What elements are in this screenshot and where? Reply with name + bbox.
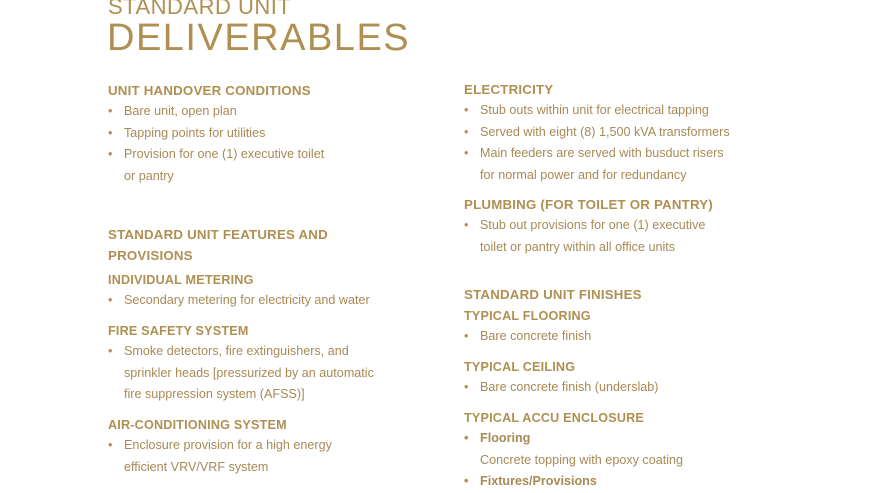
- list-item-continuation: toilet or pantry within all office units: [480, 239, 676, 254]
- list-item: • Stub out provisions for one (1) executive: [464, 215, 794, 237]
- list-item: • Bare unit, open plan: [108, 101, 438, 123]
- list-item: • Stub outs within unit for electrical tapping: [464, 100, 794, 122]
- aircon-list: [108, 435, 438, 457]
- list-item: • Fixtures/Provisions: [464, 471, 794, 493]
- ceiling-section: [464, 357, 794, 399]
- list-item: • Smoke detectors, fire extinguishers, and: [108, 341, 438, 363]
- accu-list: [464, 428, 794, 450]
- list-item: • Served with eight (8) 1,500 kVA transformers: [464, 122, 794, 144]
- plumbing-section: [464, 194, 794, 258]
- list-item-continuation: efficient VRV/VRF system: [124, 459, 269, 474]
- handover-section: [108, 80, 438, 187]
- metering-list: [108, 290, 438, 312]
- list-item: • Enclosure provision for a high energy: [108, 435, 438, 457]
- features-section: [108, 224, 438, 266]
- list-item-continuation: fire suppression system (AFSS)]: [124, 387, 305, 402]
- plumbing-list: [464, 215, 794, 237]
- list-item: • Flooring: [464, 428, 794, 450]
- features-heading-line1: STANDARD UNIT FEATURES AND: [108, 227, 328, 242]
- list-item: • Provision for one (1) executive toilet: [108, 144, 438, 166]
- handover-list: [108, 101, 438, 166]
- electricity-section: [464, 79, 794, 186]
- fire-safety-list: [108, 341, 438, 363]
- list-item-description: Concrete topping with epoxy coating: [480, 452, 684, 467]
- list-item: • Tapping points for utilities: [108, 123, 438, 145]
- electricity-list: [464, 100, 794, 165]
- list-item: • Bare concrete finish (underslab): [464, 377, 794, 399]
- metering-section: [108, 270, 438, 312]
- page-title-line1: STANDARD UNIT: [108, 0, 292, 19]
- accu-list-2: [464, 471, 794, 493]
- fire-safety-section: [108, 321, 438, 406]
- handover-heading: UNIT HANDOVER CONDITIONS: [108, 83, 311, 98]
- aircon-heading: AIR-CONDITIONING SYSTEM: [108, 418, 287, 432]
- page-title-line2: DELIVERABLES: [107, 17, 411, 59]
- electricity-heading: ELECTRICITY: [464, 82, 554, 97]
- aircon-section: [108, 415, 438, 478]
- ceiling-list: [464, 377, 794, 399]
- finishes-section: [464, 284, 794, 305]
- metering-heading: INDIVIDUAL METERING: [108, 273, 254, 287]
- list-item-continuation: for normal power and for redundancy: [480, 167, 687, 182]
- flooring-section: [464, 306, 794, 348]
- accu-heading: TYPICAL ACCU ENCLOSURE: [464, 411, 645, 425]
- ceiling-heading: TYPICAL CEILING: [464, 360, 576, 374]
- list-item: • Main feeders are served with busduct risers: [464, 143, 794, 165]
- fire-safety-heading: FIRE SAFETY SYSTEM: [108, 324, 249, 338]
- flooring-heading: TYPICAL FLOORING: [464, 309, 591, 323]
- plumbing-heading: PLUMBING (FOR TOILET OR PANTRY): [464, 197, 713, 212]
- flooring-list: [464, 326, 794, 348]
- finishes-heading: STANDARD UNIT FINISHES: [464, 287, 642, 302]
- features-heading-line2: PROVISIONS: [108, 248, 193, 263]
- list-item-continuation: or pantry: [124, 168, 174, 183]
- list-item-continuation: sprinkler heads [pressurized by an automatic: [124, 365, 374, 380]
- list-item: • Secondary metering for electricity and water: [108, 290, 438, 312]
- list-item: • Bare concrete finish: [464, 326, 794, 348]
- accu-section: [464, 408, 794, 493]
